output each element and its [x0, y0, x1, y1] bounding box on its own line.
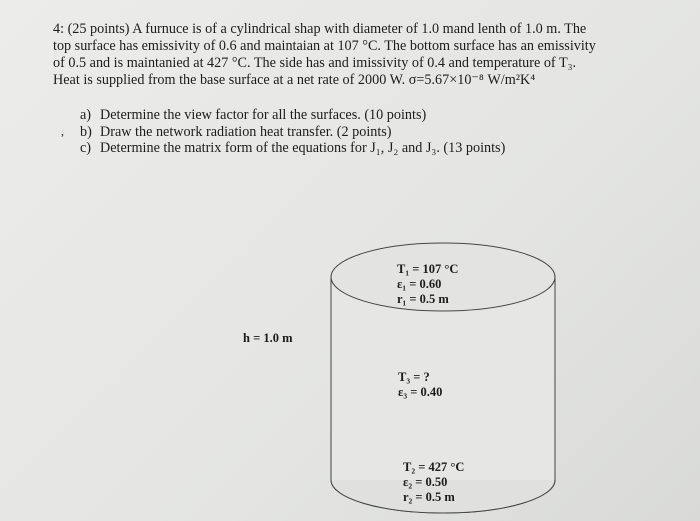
part-a: a) Determine the view factor for all the surfaces. (10 points) [80, 107, 427, 123]
part-b: b) Draw the network radiation heat transfer. (2 points) [80, 123, 392, 140]
problem-line: of 0.5 and is maintanied at 427 °C. The side has and imissivity of 0.4 and temperature of T₃. [53, 55, 577, 71]
stray-mark: , [61, 124, 64, 138]
problem-line: top surface has emissivity of 0.6 and maintaian at 107 °C. The bottom surface has an emissivity [53, 38, 596, 54]
part-c: c) Determine the matrix form of the equations for J₁, J₂ and J₃. (13 points) [80, 140, 506, 156]
top-surface-labels: T₁ = 107 °C ε₁ = 0.60 r₁ = 0.5 m [397, 262, 459, 306]
bottom-surface-labels: T₂ = 427 °C ε₂ = 0.50 r₂ = 0.5 m [403, 460, 465, 504]
problem-line: 4: (25 points) A furnuce is of a cylindrical shap with diameter of 1.0 mand lenth of 1.0 m. The [53, 21, 587, 37]
problem-line: Heat is supplied from the base surface at a net rate of 2000 W. σ=5.67×10⁻⁸ W/m²K⁴ [53, 72, 536, 88]
height-label: h = 1.0 m [243, 331, 293, 345]
side-surface-labels: T₃ = ? ε₃ = 0.40 [398, 370, 443, 399]
